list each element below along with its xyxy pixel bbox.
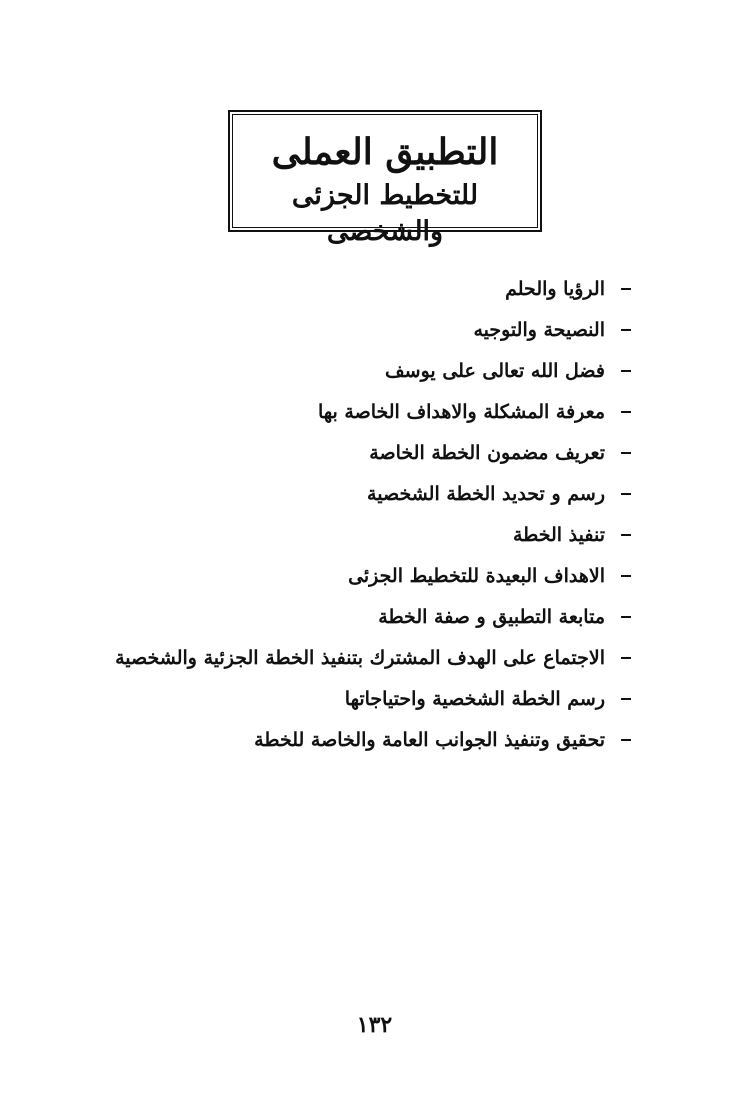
dash-bullet-icon [621, 534, 631, 536]
list-item [161, 391, 631, 432]
dash-bullet-icon [621, 657, 631, 659]
dash-bullet-icon [621, 575, 631, 577]
list-item [161, 268, 631, 309]
list-item [161, 473, 631, 514]
topic-label: تحقيق وتنفيذ الجوانب العامة والخاصة للخطة [254, 728, 605, 751]
topic-label: متابعة التطبيق و صفة الخطة [378, 605, 605, 628]
dash-bullet-icon [621, 698, 631, 700]
list-item [115, 637, 631, 678]
dash-bullet-icon [621, 739, 631, 741]
dash-bullet-icon [621, 288, 631, 290]
title-main: التطبيق العملى [271, 131, 499, 173]
topic-label: معرفة المشكلة والاهداف الخاصة بها [317, 400, 605, 423]
dash-bullet-icon [621, 452, 631, 454]
list-item [161, 432, 631, 473]
list-item [161, 514, 631, 555]
topic-label: الرؤيا والحلم [505, 277, 605, 300]
topic-label: رسم الخطة الشخصية واحتياجاتها [344, 687, 605, 710]
dash-bullet-icon [621, 370, 631, 372]
title-subtitle: للتخطيط الجزئى والشخصى [291, 180, 479, 247]
dash-bullet-icon [621, 411, 631, 413]
topic-label: رسم و تحديد الخطة الشخصية [367, 482, 605, 505]
list-item [161, 678, 631, 719]
topic-label: تعريف مضمون الخطة الخاصة [369, 441, 605, 464]
dash-bullet-icon [621, 493, 631, 495]
list-item [161, 596, 631, 637]
topic-list [115, 268, 631, 760]
list-item [161, 350, 631, 391]
topic-label: الاهداف البعيدة للتخطيط الجزئى [348, 564, 605, 587]
page-number: ١٣٢ [356, 1012, 393, 1038]
topic-label: فضل الله تعالى على يوسف [385, 359, 605, 382]
list-item [161, 719, 631, 760]
title-box [228, 110, 542, 247]
topic-label: النصيحة والتوجيه [473, 318, 605, 341]
list-item [161, 309, 631, 350]
dash-bullet-icon [621, 616, 631, 618]
topic-label: الاجتماع على الهدف المشترك بتنفيذ الخطة الجزئية والشخصية [115, 646, 605, 669]
topic-label: تنفيذ الخطة [512, 523, 605, 546]
list-item [161, 555, 631, 596]
dash-bullet-icon [621, 329, 631, 331]
